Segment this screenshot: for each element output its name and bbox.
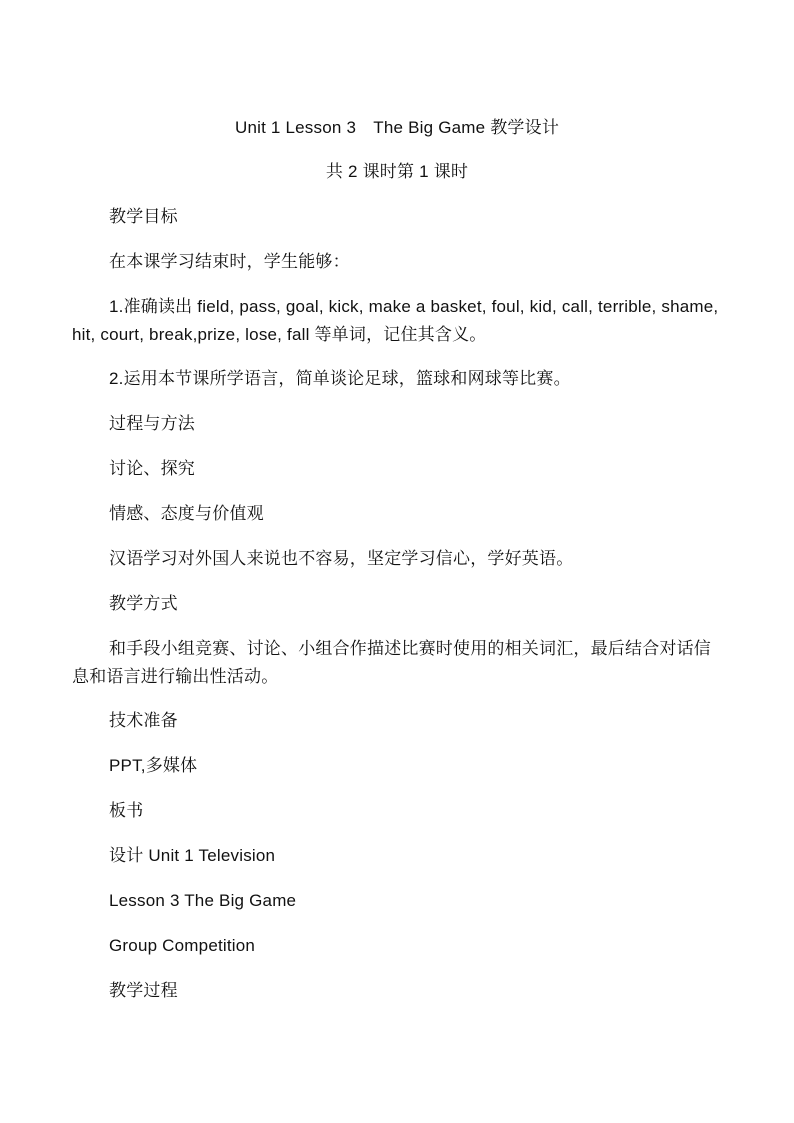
process-methods-text: 讨论、探究 (109, 459, 195, 478)
objective-2: 2.运用本节课所学语言，简单谈论足球，篮球和网球等比赛。 (109, 369, 571, 388)
emotion-values-text: 汉语学习对外国人来说也不容易，坚定学习信心，学好英语。 (109, 549, 574, 568)
document-title: Unit 1 Lesson 3 The Big Game 教学设计 (234, 118, 560, 137)
blackboard-line-3: Group Competition (109, 936, 256, 955)
technical-prep-text: PPT,多媒体 (109, 756, 198, 775)
heading-teaching-objectives: 教学目标 (109, 207, 178, 226)
heading-technical-prep: 技术准备 (109, 711, 178, 730)
heading-teaching-process: 教学过程 (109, 981, 178, 1000)
teaching-methods-text: 和手段小组竞赛、讨论、小组合作描述比赛时使用的相关词汇，最后结合对话信息和语言进行输出性活动。 (72, 639, 711, 686)
heading-teaching-methods: 教学方式 (109, 594, 178, 613)
blackboard-line-2: Lesson 3 The Big Game (109, 891, 297, 910)
heading-blackboard: 板书 (109, 801, 144, 820)
document-subtitle: 共 2 课时第 1 课时 (325, 162, 469, 181)
objectives-intro: 在本课学习结束时，学生能够： (109, 252, 350, 271)
objective-1: 1.准确读出 field, pass, goal, kick, make a basket, foul, kid, call, terrible, shame, hit, court, break,prize, lose, fall 等单词，记住其含义。 (72, 297, 719, 344)
heading-emotion-values: 情感、态度与价值观 (109, 504, 264, 523)
heading-process-methods: 过程与方法 (109, 414, 195, 433)
blackboard-line-1: 设计 Unit 1 Television (109, 846, 276, 865)
document-body (72, 114, 722, 1022)
